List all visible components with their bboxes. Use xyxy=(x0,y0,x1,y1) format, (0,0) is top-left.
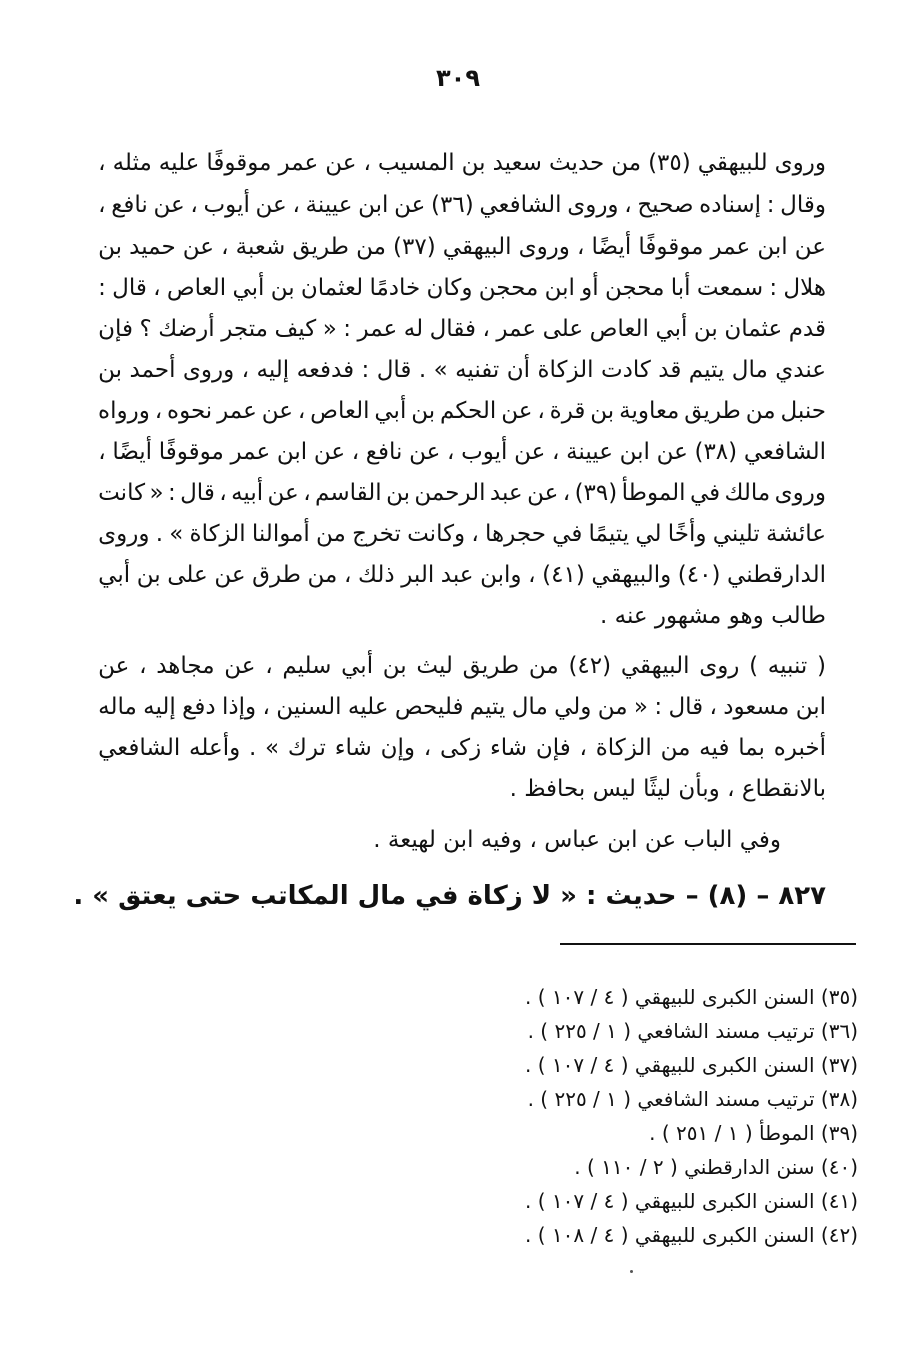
paragraph-1-line-3: عن ابن عمر موقوفًا أيضًا ، وروى البيهقي (٣٧) من طريق شعبة ، عن حميد بن xyxy=(98,234,826,260)
paragraph-2-line-4: بالانقطاع ، وبأن ليثًا ليس بحافظ . xyxy=(509,776,826,802)
speck-mark xyxy=(630,1270,633,1273)
footnote-41: (٤١) السنن الكبرى للبيهقي ( ٤ / ١٠٧ ) . xyxy=(525,1189,858,1213)
paragraph-2-line-1: ( تنبيه ) روى البيهقي (٤٢) من طريق ليث بن أبي سليم ، عن مجاهد ، عن xyxy=(98,653,826,679)
footnote-42: (٤٢) السنن الكبرى للبيهقي ( ٤ / ١٠٨ ) . xyxy=(525,1223,858,1247)
paragraph-1-line-5: قدم عثمان بن أبي العاص على عمر ، فقال له عمر : « كيف متجر أرضك ؟ فإن xyxy=(98,316,826,342)
footnote-40: (٤٠) سنن الدارقطني ( ٢ / ١١٠ ) . xyxy=(574,1155,858,1179)
paragraph-1-line-6: عندي مال يتيم قد كادت الزكاة أن تفنيه » . قال : فدفعه إليه ، وروى أحمد بن xyxy=(98,357,826,383)
paragraph-1-line-7: حنبل من طريق معاوية بن قرة ، عن الحكم بن أبي العاص ، عن عمر نحوه ، ورواه xyxy=(98,398,826,424)
footnote-35: (٣٥) السنن الكبرى للبيهقي ( ٤ / ١٠٧ ) . xyxy=(525,985,858,1009)
footnote-36: (٣٦) ترتيب مسند الشافعي ( ١ / ٢٢٥ ) . xyxy=(527,1019,858,1043)
paragraph-3: وفي الباب عن ابن عباس ، وفيه ابن لهيعة . xyxy=(373,827,781,853)
paragraph-1-line-1: وروى للبيهقي (٣٥) من حديث سعيد بن المسيب ، عن عمر موقوفًا عليه مثله ، xyxy=(98,150,826,176)
paragraph-1-line-4: هلال : سمعت أبا محجن أو ابن محجن وكان خادمًا لعثمان بن أبي العاص ، قال : xyxy=(98,275,826,301)
paragraph-2-line-3: أخبره بما فيه من الزكاة ، فإن شاء زكى ، وإن شاء ترك » . وأعله الشافعي xyxy=(98,735,826,761)
page-number: ٣٠٩ xyxy=(436,64,480,92)
paragraph-1-line-9: وروى مالك في الموطأ (٣٩) ، عن عبد الرحمن بن القاسم ، عن أبيه ، قال : « كانت xyxy=(98,480,826,506)
paragraph-1-line-10: عائشة تليني وأخًا لي يتيمًا في حجرها ، وكانت تخرج من أموالنا الزكاة » . وروى xyxy=(98,521,826,547)
paragraph-1-line-12: طالب وهو مشهور عنه . xyxy=(599,603,826,629)
paragraph-1-line-8: الشافعي (٣٨) عن ابن عيينة ، عن أيوب ، عن نافع ، عن ابن عمر موقوفًا أيضًا ، xyxy=(98,439,826,465)
hadith-heading: ٨٢٧ – (٨) – حديث : « لا زكاة في مال المكاتب حتى يعتق » . xyxy=(73,881,826,911)
paragraph-2-line-2: ابن مسعود ، قال : « من ولي مال يتيم فليحص عليه السنين ، وإذا دفع إليه ماله xyxy=(98,694,826,720)
footnote-38: (٣٨) ترتيب مسند الشافعي ( ١ / ٢٢٥ ) . xyxy=(527,1087,858,1111)
footnote-separator xyxy=(560,943,856,945)
paragraph-1-line-2: وقال : إسناده صحيح ، وروى الشافعي (٣٦) عن ابن عيينة ، عن أيوب ، عن نافع ، xyxy=(98,192,826,218)
footnote-39: (٣٩) الموطأ ( ١ / ٢٥١ ) . xyxy=(649,1121,858,1145)
footnote-37: (٣٧) السنن الكبرى للبيهقي ( ٤ / ١٠٧ ) . xyxy=(525,1053,858,1077)
paragraph-1-line-11: الدارقطني (٤٠) والبيهقي (٤١) ، وابن عبد البر ذلك ، من طرق عن على بن أبي xyxy=(98,562,826,588)
